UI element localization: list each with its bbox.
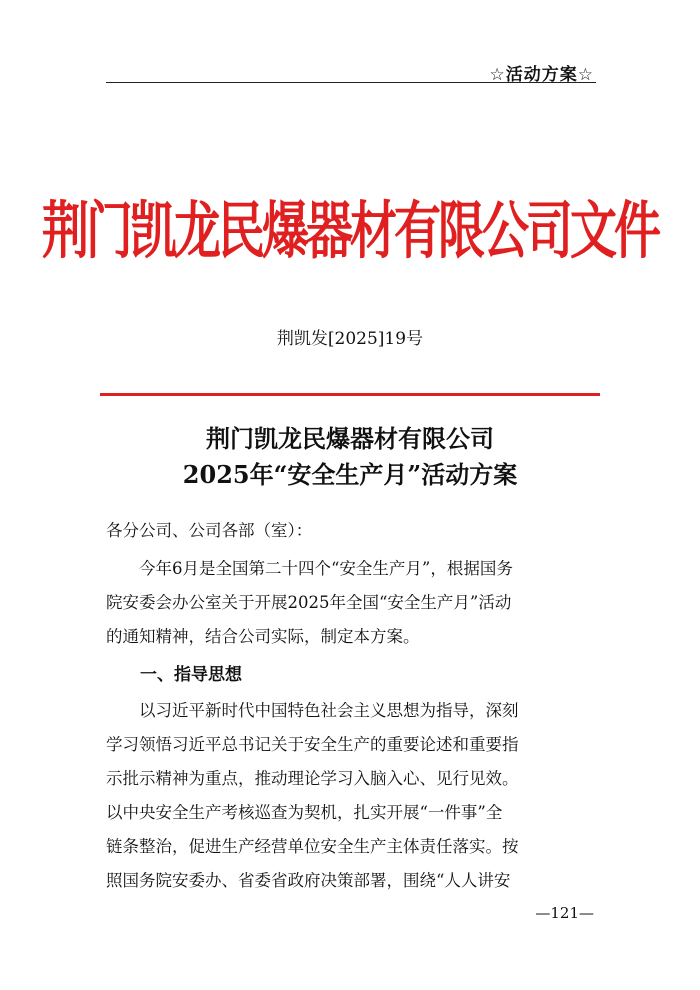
header-rule — [106, 82, 596, 83]
page-number: —121— — [535, 904, 594, 922]
issuer-title: 荆门凯龙民爆器材有限公司文件 — [42, 195, 658, 268]
guiding-thought-paragraph — [106, 694, 596, 898]
header-tag: ☆活动方案☆ — [489, 65, 594, 85]
document-title-line2: 2025年“安全生产月”活动方案 — [182, 460, 518, 489]
paragraph-line: 以习近平新时代中国特色社会主义思想为指导，深刻 — [139, 701, 519, 720]
red-separator — [100, 393, 600, 396]
salutation: 各分公司、公司各部（室）： — [106, 521, 313, 540]
paragraph-line: 示批示精神为重点，推动理论学习入脑入心、见行见效。 — [106, 769, 519, 788]
paragraph-line: 链条整治，促进生产经营单位安全生产主体责任落实。按 — [106, 837, 519, 856]
paragraph-line: 今年6月是全国第二十四个“安全生产月”，根据国务 — [139, 559, 513, 578]
paragraph-line: 照国务院安委办、省委省政府决策部署，围绕“人人讲安 — [106, 871, 511, 890]
intro-paragraph — [106, 552, 596, 654]
section-heading: 一、指导思想 — [140, 665, 242, 685]
paragraph-line: 以中央安全生产考核巡查为契机，扎实开展“一件事”全 — [106, 803, 503, 822]
paragraph-line: 的通知精神，结合公司实际，制定本方案。 — [106, 627, 420, 646]
document-title-line1: 荆门凯龙民爆器材有限公司 — [206, 424, 494, 453]
paragraph-line: 学习领悟习近平总书记关于安全生产的重要论述和重要指 — [106, 735, 519, 754]
paragraph-line: 院安委会办公室关于开展2025年全国“安全生产月”活动 — [106, 593, 512, 612]
document-number: 荆凯发[2025]19号 — [276, 329, 424, 349]
